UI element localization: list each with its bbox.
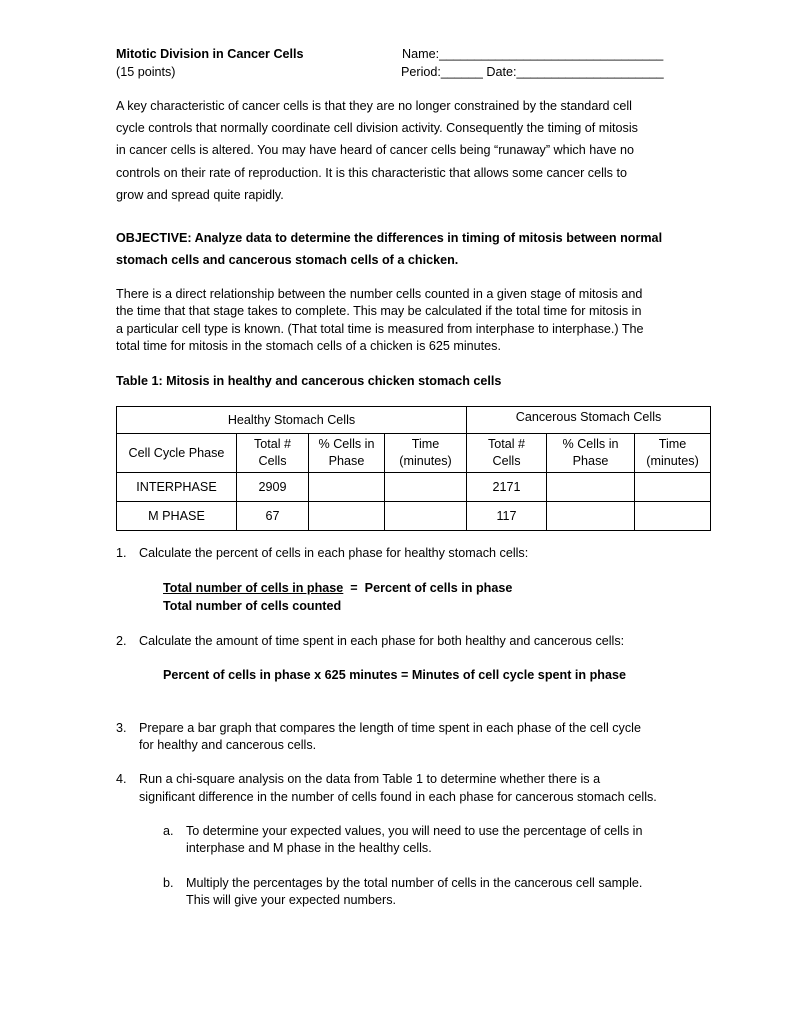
question-number: 3.: [116, 721, 127, 735]
objective-paragraph: [116, 227, 678, 271]
points-label: (15 points): [116, 65, 176, 79]
question-number: 2.: [116, 634, 127, 648]
question-3-line: Prepare a bar graph that compares the length of time spent in each phase of the cell cycle: [139, 721, 641, 735]
header-cell-time: Time (minutes): [635, 434, 711, 473]
healthy-total-cell: 2909: [237, 473, 309, 502]
cancer-group-header: Cancerous Stomach Cells: [467, 407, 711, 434]
formula-denominator: Total number of cells counted: [163, 599, 342, 613]
intro-line: controls on their rate of reproduction. It is this characteristic that allows some cancer cells to: [116, 165, 627, 180]
intro-line: in cancer cells is altered. You may have heard of cancer cells being “runaway” which have no: [116, 143, 635, 158]
phase-cell: M PHASE: [117, 502, 237, 531]
time-formula: Percent of cells in phase x 625 minutes = Minutes of cell cycle spent in phase: [163, 668, 626, 682]
relationship-paragraph: [116, 286, 678, 355]
subquestion-letter: b.: [163, 876, 174, 890]
cancer-total-cell: 2171: [467, 473, 547, 502]
cancer-percent-cell[interactable]: [547, 473, 635, 502]
healthy-percent-cell[interactable]: [309, 473, 385, 502]
table-row: [117, 473, 711, 502]
period-date-field[interactable]: Period:______ Date:_____________________: [401, 65, 664, 79]
intro-line: A key characteristic of cancer cells is that they are no longer constrained by the standard cell: [116, 99, 632, 113]
header-cell-phase: Cell Cycle Phase: [117, 434, 237, 473]
header-cell-percent: % Cells in Phase: [309, 434, 385, 473]
subquestion-b-line: Multiply the percentages by the total number of cells in the cancerous cell sample.: [186, 876, 643, 890]
relationship-line: the time that that stage takes to complete. This may be calculated if the total time for mitosis in: [116, 304, 642, 319]
subquestion-b-line: This will give your expected numbers.: [186, 893, 396, 907]
objective-line: OBJECTIVE: Analyze data to determine the differences in timing of mitosis between normal: [116, 231, 663, 245]
healthy-total-cell: 67: [237, 502, 309, 531]
name-field[interactable]: Name:________________________________: [402, 47, 664, 61]
percent-formula: [163, 580, 512, 598]
relationship-line: total time for mitosis in the stomach cells of a chicken is 625 minutes.: [116, 338, 501, 353]
objective-line: stomach cells and cancerous stomach cells of a chicken.: [116, 253, 459, 268]
cancer-time-cell[interactable]: [635, 473, 711, 502]
cancer-time-cell[interactable]: [635, 502, 711, 531]
question-3-line: for healthy and cancerous cells.: [139, 738, 317, 752]
table-caption: Table 1: Mitosis in healthy and cancerous chicken stomach cells: [116, 374, 502, 388]
relationship-line: There is a direct relationship between the number cells counted in a given stage of mitosis and: [116, 287, 643, 301]
header-cell-percent: % Cells in Phase: [547, 434, 635, 473]
healthy-time-cell[interactable]: [385, 502, 467, 531]
mitosis-table: [116, 406, 711, 531]
question-1-text: Calculate the percent of cells in each phase for healthy stomach cells:: [139, 546, 529, 560]
question-4-line: significant difference in the number of cells found in each phase for cancerous stomach cells.: [139, 790, 657, 804]
worksheet-title: Mitotic Division in Cancer Cells: [116, 47, 304, 61]
formula-result: = Percent of cells in phase: [343, 581, 513, 595]
table-row: [117, 502, 711, 531]
cancer-percent-cell[interactable]: [547, 502, 635, 531]
subquestion-a-line: To determine your expected values, you will need to use the percentage of cells in: [186, 824, 643, 838]
header-cell-total: Total # Cells: [237, 434, 309, 473]
subquestion-letter: a.: [163, 824, 174, 838]
question-4-line: Run a chi-square analysis on the data from Table 1 to determine whether there is a: [139, 772, 601, 786]
question-number: 4.: [116, 772, 127, 786]
relationship-line: a particular cell type is known. (That total time is measured from interphase to interphase.) The: [116, 321, 644, 336]
healthy-group-header: Healthy Stomach Cells: [117, 407, 467, 434]
healthy-time-cell[interactable]: [385, 473, 467, 502]
header-cell-total: Total # Cells: [467, 434, 547, 473]
question-2-text: Calculate the amount of time spent in each phase for both healthy and cancerous cells:: [139, 634, 625, 648]
cancer-total-cell: 117: [467, 502, 547, 531]
header-cell-time: Time (minutes): [385, 434, 467, 473]
formula-numerator: Total number of cells in phase: [163, 581, 344, 595]
intro-line: cycle controls that normally coordinate cell division activity. Consequently the timing of mitosis: [116, 121, 638, 136]
healthy-percent-cell[interactable]: [309, 502, 385, 531]
phase-cell: INTERPHASE: [117, 473, 237, 502]
intro-line: grow and spread quite rapidly.: [116, 187, 284, 202]
subquestion-a-line: interphase and M phase in the healthy cells.: [186, 841, 432, 855]
question-number: 1.: [116, 546, 127, 560]
intro-paragraph: [116, 95, 678, 206]
